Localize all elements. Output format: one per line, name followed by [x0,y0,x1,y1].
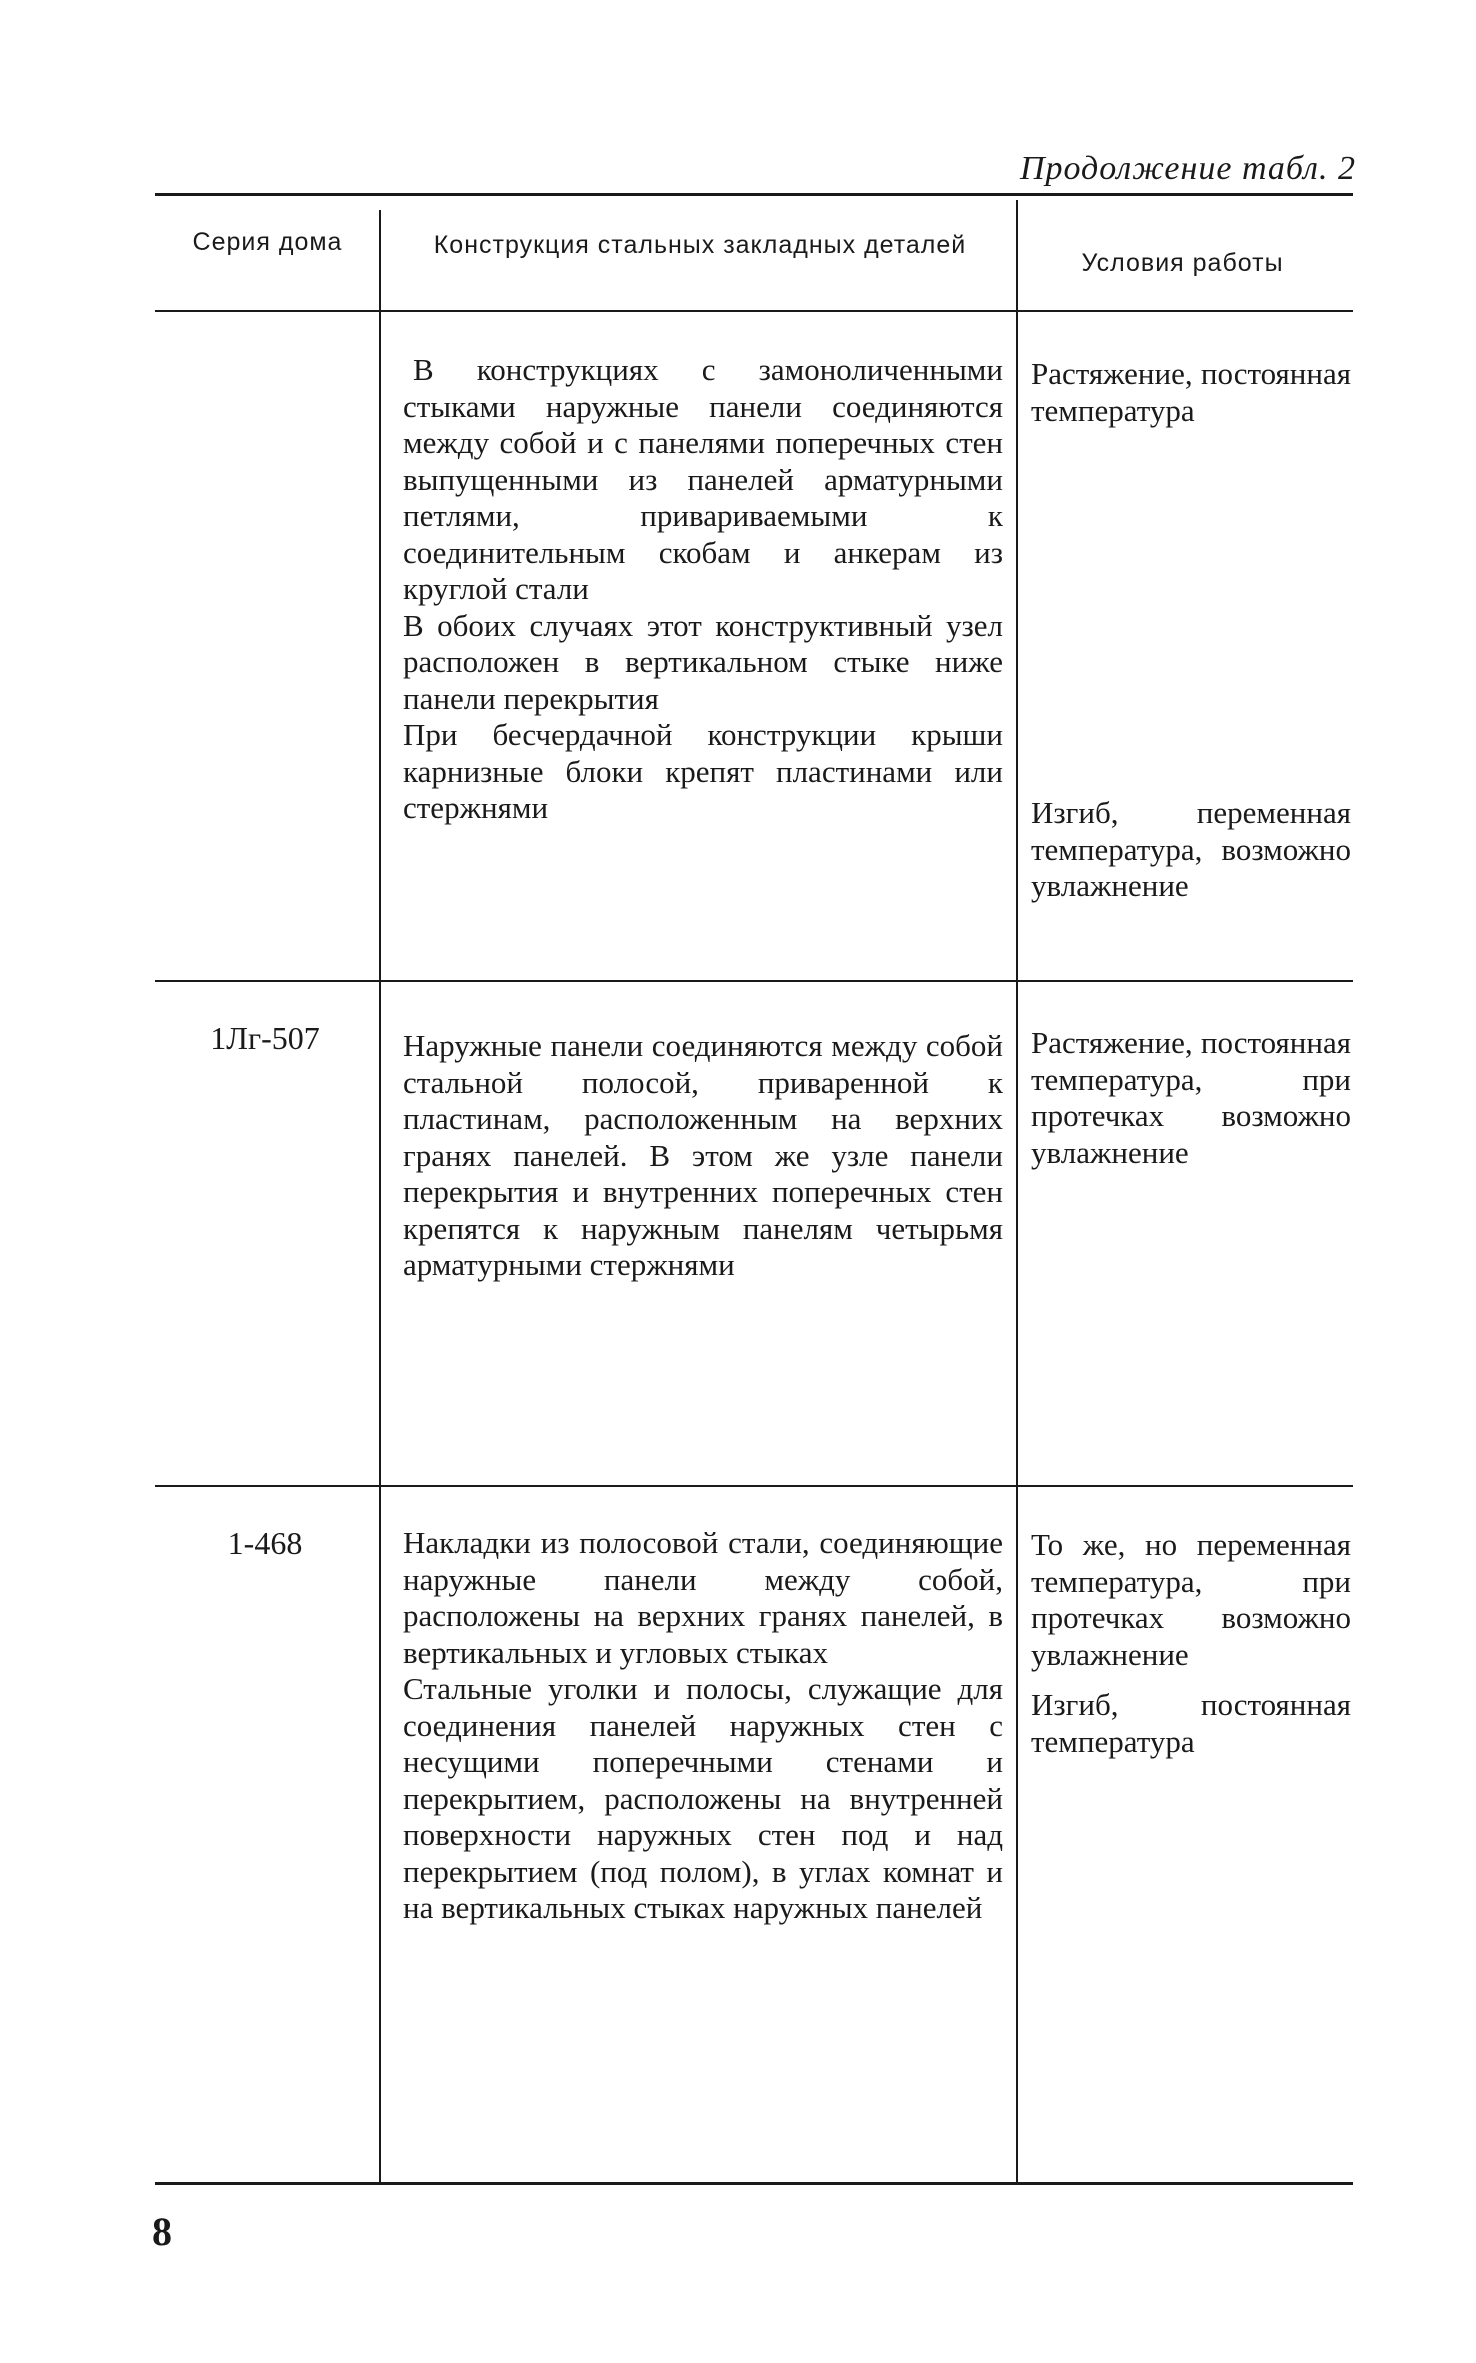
row-1-conditions-second [1031,795,1351,905]
table-continuation-heading: Продолжение табл. 2 [1019,150,1356,187]
condition-entry: То же, но переменная температура, при протечках возможно увлажнение [1031,1527,1351,1672]
construction-paragraph: Наружные панели соединяются между собой стальной полосой, приваренной к пластинам, расположенным на верхних гранях панелей. В этом же узле панели перекрытия и внутренних поперечных стен крепятся к наружным панелям четырьмя арматурными стержнями [403,1028,1003,1282]
row-3-conditions [1031,1527,1351,1760]
table-top-rule [155,193,1353,196]
condition-entry: Растяжение, постоянная температура, при протечках возможно увлажнение [1031,1025,1351,1170]
row-1-construction [403,352,1003,827]
header-bottom-rule [155,310,1353,312]
construction-paragraph: При бесчердачной конструкции крыши карнизные блоки крепят пластинами или стержнями [403,717,1003,825]
construction-paragraph: В конструкциях с замоноличенными стыками наружные панели соединяются между собой и с панелями поперечных стен выпущенными из панелей арматурными петлями, привариваемыми к соединительным скобам и анкерам из круглой стали [403,352,1003,606]
row-1-bottom-rule [155,980,1353,982]
row-3-construction [403,1525,1003,1927]
condition-entry: Изгиб, постоянная температура [1031,1687,1351,1759]
condition-entry: Изгиб, переменная температура, возможно увлажнение [1031,795,1351,903]
row-2-series: 1Лг-507 [210,1020,320,1056]
row-2-bottom-rule [155,1485,1353,1487]
row-3-series: 1-468 [227,1525,303,1561]
table-bottom-rule [155,2182,1353,2185]
page-number: 8 [152,2209,172,2254]
header-construction: Конструкция стальных закладных деталей [433,231,967,259]
header-conditions: Условия работы [1081,249,1284,277]
construction-paragraph: Накладки из полосовой стали, соединяющие наружные панели между собой, расположены на верхних гранях панелей, в вертикальных и угловых стыках [403,1525,1003,1670]
construction-paragraph: Стальные уголки и полосы, служащие для соединения панелей наружных стен с несущими поперечными стенами и перекрытием, расположены на внутренней поверхности наружных стен под и над перекрытием (под полом), в углах комнат и на вертикальных стыках наружных панелей [403,1671,1003,1925]
row-1-conditions [1031,356,1351,429]
header-series: Серия дома [192,228,343,256]
row-2-construction [403,1028,1003,1284]
row-2-conditions [1031,1025,1351,1171]
condition-entry: Растяжение, постоянная температура [1031,356,1351,428]
column-divider-2 [1016,200,1018,2182]
construction-paragraph: В обоих случаях этот конструктивный узел расположен в вертикальном стыке ниже панели перекрытия [403,607,1003,716]
column-divider-1 [379,210,381,2182]
